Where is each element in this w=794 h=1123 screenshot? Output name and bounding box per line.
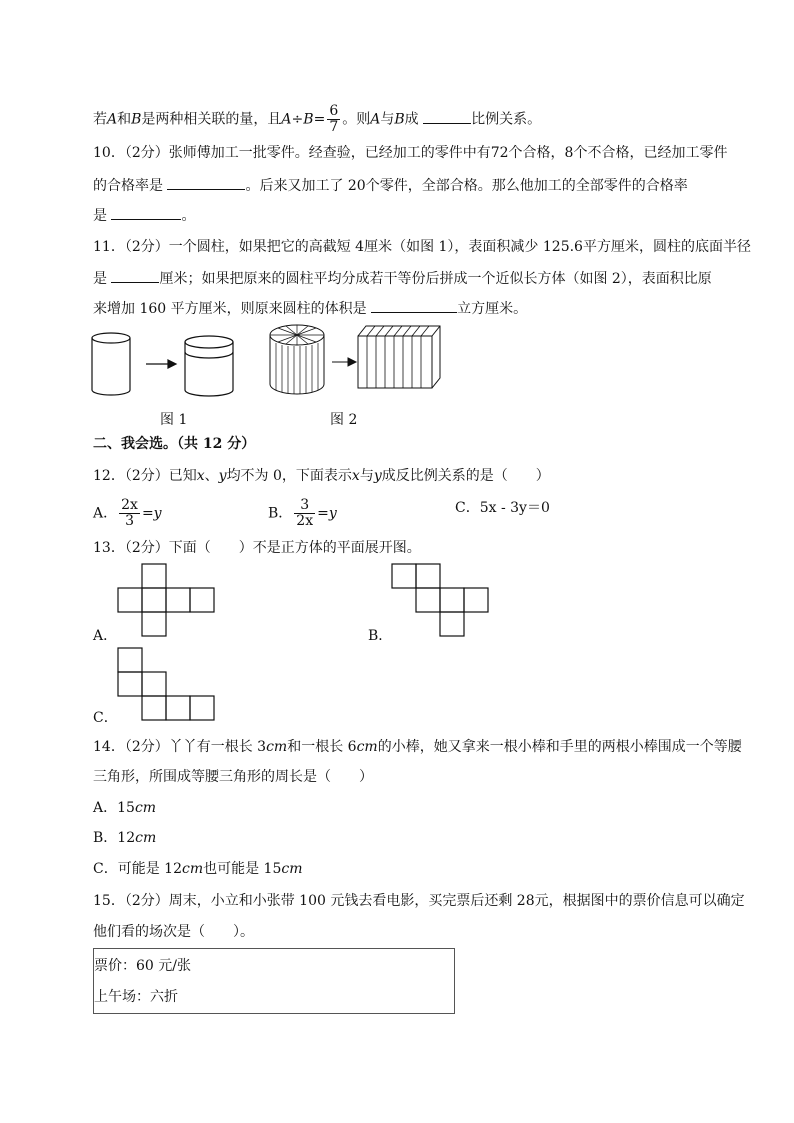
- answer-blank[interactable]: [167, 175, 245, 190]
- fraction-6-7: $\frac{6}{7}$: [329, 103, 339, 135]
- q12-option-b[interactable]: B． $\frac{3}{2x}$ =y: [268, 497, 337, 529]
- q12-option-c[interactable]: C．5x - 3y＝0: [455, 500, 550, 516]
- q13-net-a: [118, 563, 218, 637]
- ticket-price: 票价：60 元/张: [94, 958, 191, 974]
- q13-net-c: [118, 647, 218, 721]
- q15-line2: 他们看的场次是（ ）。: [93, 924, 254, 940]
- figure-2-slices: [268, 322, 448, 398]
- ticket-morning-discount: 上午场：六折: [94, 989, 178, 1005]
- section-2-heading: 二、我会选。（共 12 分）: [93, 436, 256, 452]
- q14-option-a[interactable]: A．15cm: [93, 800, 157, 816]
- q13-option-c[interactable]: C．: [93, 710, 118, 726]
- figure-1-cylinders: [90, 328, 250, 398]
- answer-blank[interactable]: [371, 298, 457, 313]
- q9-continuation: 若A和B是两种相关联的量，且A÷B= $\frac{6}{7}$ 。则A与B成 比例关系。: [93, 103, 542, 135]
- q13-option-b[interactable]: B．: [368, 628, 393, 644]
- q13-net-b: [392, 563, 492, 637]
- q10-line2: 的合格率是 。后来又加工了 20个零件，全部合格。那么他加工的全部零件的合格率: [93, 175, 688, 196]
- q14-line1: 14．（2分）丫丫有一根长 3cm和一根长 6cm的小棒，她又拿来一根小棒和手里的两根小棒围成一个等腰: [93, 739, 742, 755]
- q14-option-c[interactable]: C．可能是 12cm也可能是 15cm: [93, 861, 303, 877]
- q14-option-b[interactable]: B．12cm: [93, 830, 157, 846]
- q13-stem: 13．（2分）下面（ ）不是正方体的平面展开图。: [93, 540, 421, 556]
- q10-line1: 10．（2分）张师傅加工一批零件。经查验，已经加工的零件中有72个合格，8个不合格，已经加工零件: [93, 145, 728, 161]
- answer-blank[interactable]: [111, 205, 181, 220]
- answer-blank[interactable]: [423, 109, 471, 124]
- q14-line2: 三角形，所围成等腰三角形的周长是（ ）: [93, 769, 373, 785]
- ticket-info-box: [93, 948, 455, 1014]
- q12-option-a[interactable]: A． $\frac{2x}{3}$ =y: [93, 497, 162, 529]
- answer-blank[interactable]: [111, 268, 159, 283]
- q11-line1: 11．（2分）一个圆柱，如果把它的高截短 4厘米（如图 1），表面积减少 125.6平方厘米，圆柱的底面半径: [93, 239, 751, 255]
- q15-line1: 15．（2分）周末，小立和小张带 100 元钱去看电影，买完票后还剩 28元，根据图中的票价信息可以确定: [93, 893, 745, 909]
- q11-line3: 来增加 160 平方厘米，则原来圆柱的体积是 立方厘米。: [93, 298, 527, 319]
- q12-stem: 12．（2分）已知x、y均不为 0，下面表示x与y成反比例关系的是（ ）: [93, 468, 550, 484]
- q10-line3: 是 。: [93, 205, 195, 226]
- q11-line2: 是 厘米；如果把原来的圆柱平均分成若干等份后拼成一个近似长方体（如图 2），表面积比原: [93, 268, 712, 289]
- q13-option-a[interactable]: A．: [93, 628, 118, 644]
- figure-1-caption: 图 1: [160, 412, 188, 428]
- figure-2-caption: 图 2: [330, 412, 358, 428]
